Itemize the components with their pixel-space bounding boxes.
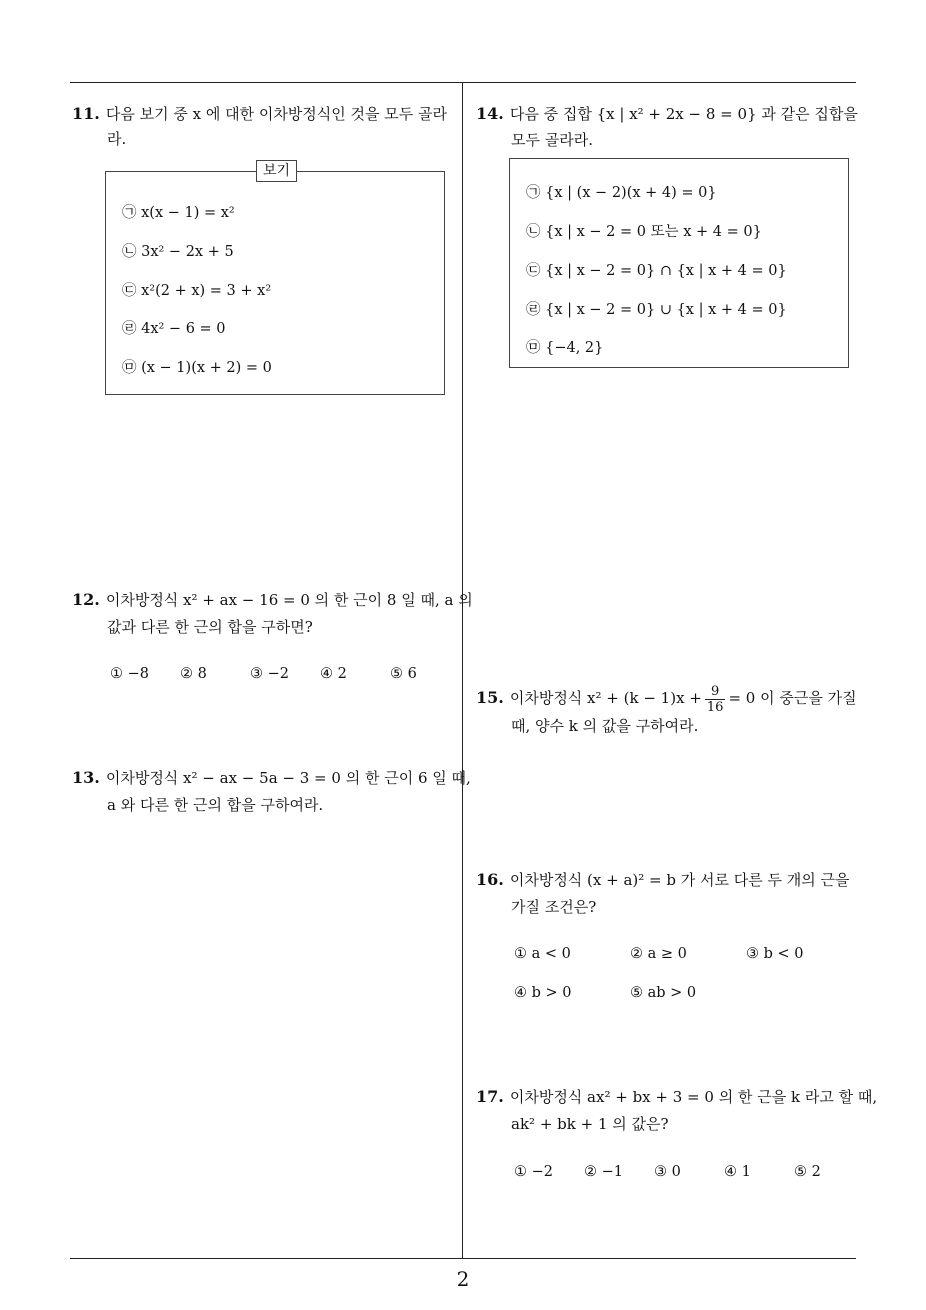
q16-line1 (476, 870, 850, 890)
q13-number: 13. (72, 768, 100, 787)
q11-line1 (72, 104, 447, 124)
page-number: 2 (456, 1267, 470, 1291)
q15-frac-denominator: 16 (706, 699, 724, 715)
q11-item-1: ㉠ x(x − 1) = x² (122, 205, 235, 221)
q15-frac-numerator: 9 (705, 684, 726, 700)
q12-line2: 값과 다른 한 근의 합을 구하면? (107, 618, 313, 636)
q16-option-3[interactable]: ③ b < 0 (746, 946, 804, 962)
q11-text-1: 다음 보기 중 x 에 대한 이차방정식인 것을 모두 골라 (105, 105, 448, 123)
q13-line1 (72, 768, 471, 788)
bottom-rule (70, 1258, 856, 1259)
q17-option-3[interactable]: ③ 0 (654, 1164, 681, 1180)
q16-option-4[interactable]: ④ b > 0 (514, 985, 572, 1001)
q11-line2: 라. (107, 130, 127, 148)
q16-text-1: 이차방정식 (x + a)² = b 가 서로 다른 두 개의 근을 (509, 871, 850, 889)
q13-text-1: 이차방정식 x² − ax − 5a − 3 = 0 의 한 근이 6 일 때, (105, 769, 471, 787)
q14-item-1: ㉠ {x | (x − 2)(x + 4) = 0} (526, 185, 717, 201)
q15-text-post: = 0 이 중근을 가질 (728, 689, 857, 707)
q17-text-1: 이차방정식 ax² + bx + 3 = 0 의 한 근을 k 라고 할 때, (509, 1088, 878, 1106)
q14-item-5: ㉤ {−4, 2} (526, 340, 604, 356)
q17-option-1[interactable]: ① −2 (514, 1164, 553, 1180)
q12-option-3[interactable]: ③ −2 (250, 666, 289, 682)
q12-text-1: 이차방정식 x² + ax − 16 = 0 의 한 근이 8 일 때, a 의 (105, 591, 473, 609)
q13-line2: a 와 다른 한 근의 합을 구하여라. (107, 796, 324, 814)
q14-item-4: ㉣ {x | x − 2 = 0} ∪ {x | x + 4 = 0} (526, 302, 787, 318)
q15-line2: 때, 양수 k 의 값을 구하여라. (511, 717, 699, 735)
q15-line1 (476, 680, 857, 716)
q12-line1 (72, 590, 473, 610)
q17-option-4[interactable]: ④ 1 (724, 1164, 751, 1180)
q12-option-1[interactable]: ① −8 (110, 666, 149, 682)
q11-item-3: ㉢ x²(2 + x) = 3 + x² (122, 283, 272, 299)
q17-number: 17. (476, 1087, 504, 1106)
q12-option-5[interactable]: ⑤ 6 (390, 666, 417, 682)
q12-option-4[interactable]: ④ 2 (320, 666, 347, 682)
q14-item-2: ㉡ {x | x − 2 = 0 또는 x + 4 = 0} (526, 224, 762, 240)
column-divider (462, 82, 463, 1259)
q14-item-3: ㉢ {x | x − 2 = 0} ∩ {x | x + 4 = 0} (526, 263, 787, 279)
q16-option-5[interactable]: ⑤ ab > 0 (630, 985, 697, 1001)
q17-option-2[interactable]: ② −1 (584, 1164, 623, 1180)
q11-item-5: ㉤ (x − 1)(x + 2) = 0 (122, 360, 272, 376)
q14-line2: 모두 골라라. (511, 131, 593, 149)
top-rule (70, 82, 856, 83)
q16-option-1[interactable]: ① a < 0 (514, 946, 571, 962)
q14-number: 14. (476, 104, 504, 123)
q15-number: 15. (476, 688, 504, 707)
q11-item-4: ㉣ 4x² − 6 = 0 (122, 321, 226, 337)
q12-option-2[interactable]: ② 8 (180, 666, 207, 682)
q16-line2: 가질 조건은? (511, 898, 597, 916)
q15-text-pre: 이차방정식 x² + (k − 1)x + (509, 689, 702, 707)
q17-option-5[interactable]: ⑤ 2 (794, 1164, 821, 1180)
q12-number: 12. (72, 590, 100, 609)
q15-fraction (705, 684, 726, 715)
q11-item-2: ㉡ 3x² − 2x + 5 (122, 244, 234, 260)
q16-option-2[interactable]: ② a ≥ 0 (630, 946, 687, 962)
q11-number: 11. (72, 104, 100, 123)
q14-line1 (476, 104, 858, 124)
q17-line2: ak² + bk + 1 의 값은? (511, 1115, 669, 1133)
q17-line1 (476, 1087, 877, 1107)
q14-text-1: 다음 중 집합 {x | x² + 2x − 8 = 0} 과 같은 집합을 (509, 105, 858, 123)
q11-box-title: 보기 (256, 160, 297, 182)
q16-number: 16. (476, 870, 504, 889)
